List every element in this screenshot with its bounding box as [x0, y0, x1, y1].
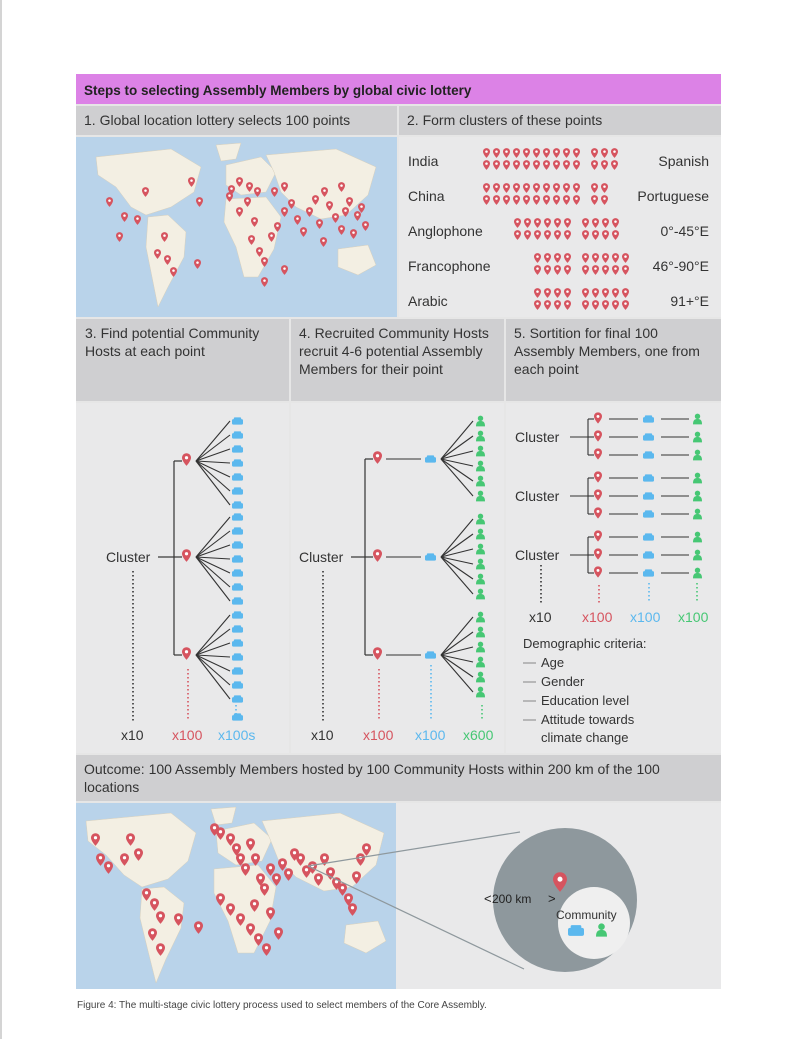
map-point-pin [320, 237, 327, 247]
cluster-row [399, 250, 721, 280]
cluster-pin [493, 195, 500, 205]
cluster-pin [553, 183, 560, 193]
assembly-member-icon [476, 461, 485, 472]
cluster-pin [602, 300, 609, 310]
cluster-row [399, 215, 721, 245]
world-map-svg [76, 137, 397, 317]
step4-diagram [291, 403, 504, 753]
cluster-pin [564, 265, 571, 275]
world-map-points [76, 137, 397, 317]
cluster-pin [503, 183, 510, 193]
community-host-icon [232, 527, 243, 534]
map-point-pin [134, 215, 141, 225]
criteria-item: Age [541, 655, 565, 670]
cluster-pin [582, 265, 589, 275]
cluster-pin [602, 265, 609, 275]
cluster-pins [483, 183, 633, 209]
community-host-icon [643, 551, 654, 558]
cluster-pin [543, 160, 550, 170]
cluster-pin [612, 218, 619, 228]
cluster-pin [503, 148, 510, 158]
community-host-icon [425, 553, 436, 560]
cluster-pin [544, 265, 551, 275]
cluster-pin [612, 265, 619, 275]
cluster-pin [611, 160, 618, 170]
step5-count-points: x100 [582, 609, 613, 625]
assembly-member-icon [476, 612, 485, 623]
map-point-pin [338, 225, 345, 235]
map-point-pin [354, 211, 361, 221]
map-point-pin [316, 219, 323, 229]
page-edge [0, 0, 2, 1039]
step4-header: 4. Recruited Community Hosts recruit 4-6 potential Assembly Members for their point [291, 319, 504, 401]
cluster-pin [591, 160, 598, 170]
assembly-member-icon [476, 642, 485, 653]
community-host-icon [232, 653, 243, 660]
cluster-pin [591, 183, 598, 193]
cluster-pin [544, 300, 551, 310]
step3-diagram [76, 403, 289, 753]
cluster-pin [564, 230, 571, 240]
step5-count-hosts: x100 [630, 609, 661, 625]
cluster-pin [611, 148, 618, 158]
step4-count-clusters: x10 [311, 727, 334, 743]
step4-count-points: x100 [363, 727, 394, 743]
cluster-pin [534, 300, 541, 310]
step5-cluster-label: Cluster [515, 547, 560, 563]
map-point-pin [196, 197, 203, 207]
cluster-pin [582, 288, 589, 298]
community-host-icon [643, 510, 654, 517]
point-pin [373, 647, 382, 660]
cluster-pin [554, 288, 561, 298]
assembly-member-icon [693, 450, 702, 461]
cluster-pin [564, 218, 571, 228]
map-point-pin [350, 229, 357, 239]
map-point-pin [254, 187, 261, 197]
cluster-name: Anglophone [408, 223, 483, 239]
radius-label: 200 km [492, 892, 532, 906]
cluster-pin [601, 195, 608, 205]
map-point-pin [261, 277, 268, 287]
cluster-pin [592, 265, 599, 275]
assembly-member-icon [476, 446, 485, 457]
cluster-pin [601, 160, 608, 170]
map-point-pin [271, 187, 278, 197]
assembly-member-icon [693, 568, 702, 579]
cluster-pin [553, 148, 560, 158]
map-point-pin [281, 265, 288, 275]
cluster-pin [601, 183, 608, 193]
cluster-pin [483, 195, 490, 205]
cluster-pin [513, 195, 520, 205]
cluster-pin [534, 218, 541, 228]
community-host-icon [643, 415, 654, 422]
cluster-pin [563, 183, 570, 193]
zoom-connectors [76, 803, 721, 989]
community-host-icon [643, 569, 654, 576]
cluster-pins [483, 148, 633, 174]
assembly-member-icon [693, 473, 702, 484]
cluster-pin [602, 218, 609, 228]
step3-count-hosts: x100s [218, 727, 256, 743]
point-pin [182, 549, 191, 562]
cluster-pin [524, 218, 531, 228]
point-pin [594, 471, 602, 482]
cluster-pin [563, 195, 570, 205]
cluster-pin [543, 148, 550, 158]
figure-title: Steps to selecting Assembly Members by global civic lottery [76, 74, 721, 104]
assembly-member-icon [476, 529, 485, 540]
map-point-pin [306, 207, 313, 217]
community-host-icon [232, 459, 243, 466]
map-point-pin [294, 215, 301, 225]
criteria-item: climate change [541, 730, 629, 745]
assembly-member-icon [693, 509, 702, 520]
map-point-pin [358, 203, 365, 213]
cluster-name: China [408, 188, 445, 204]
map-point-pin [121, 212, 128, 222]
cluster-pin [543, 183, 550, 193]
cluster-region: 0°-45°E [660, 223, 709, 239]
community-host-icon [232, 713, 243, 720]
community-host-icon [232, 473, 243, 480]
point-pin [373, 549, 382, 562]
cluster-pin [493, 160, 500, 170]
cluster-pin [544, 253, 551, 263]
point-pin [594, 507, 602, 518]
community-host-icon [232, 681, 243, 688]
step4-count-members: x600 [463, 727, 494, 743]
cluster-pin [513, 160, 520, 170]
cluster-pin [533, 160, 540, 170]
assembly-member-icon [476, 491, 485, 502]
community-host-icon [232, 487, 243, 494]
cluster-pin [573, 183, 580, 193]
community-host-icon [232, 513, 243, 520]
assembly-member-icon [693, 432, 702, 443]
assembly-member-icon [476, 672, 485, 683]
community-host-icon [232, 695, 243, 702]
cluster-pin [544, 230, 551, 240]
cluster-row [399, 180, 721, 210]
step3-cluster-label: Cluster [106, 549, 151, 565]
step4-count-hosts: x100 [415, 727, 446, 743]
step5-cluster-label: Cluster [515, 429, 560, 445]
cluster-region: Spanish [658, 153, 709, 169]
point-pin [594, 412, 602, 423]
step3-header: 3. Find potential Community Hosts at each point [76, 319, 289, 401]
cluster-pin [591, 195, 598, 205]
cluster-pin [612, 253, 619, 263]
point-pin [594, 566, 602, 577]
community-host-icon [643, 533, 654, 540]
cluster-pin [523, 183, 530, 193]
step1-header: 1. Global location lottery selects 100 points [76, 106, 397, 135]
map-point-pin [332, 213, 339, 223]
step4-svg [291, 403, 504, 753]
assembly-member-icon [476, 589, 485, 600]
cluster-pin [592, 230, 599, 240]
criteria-item: Education level [541, 693, 630, 708]
figure [76, 74, 721, 989]
assembly-member-icon [693, 532, 702, 543]
cluster-pin [564, 253, 571, 263]
cluster-pin [582, 230, 589, 240]
community-host-icon [232, 501, 243, 508]
cluster-pin [483, 148, 490, 158]
map-point-pin [194, 259, 201, 269]
community-host-icon [232, 431, 243, 438]
assembly-member-icon [476, 416, 485, 427]
step2-cluster-panel [399, 137, 721, 317]
cluster-pin [591, 148, 598, 158]
cluster-pin [602, 288, 609, 298]
map-point-pin [288, 199, 295, 209]
figure-caption: Figure 4: The multi-stage civic lottery process used to select members of the Core Assembly. [77, 1000, 487, 1011]
point-pin [182, 647, 191, 660]
cluster-pin [564, 300, 571, 310]
assembly-member-icon [476, 559, 485, 570]
cluster-pin [553, 160, 560, 170]
point-pin [594, 448, 602, 459]
cluster-pin [622, 265, 629, 275]
cluster-pin [573, 148, 580, 158]
community-host-icon [232, 625, 243, 632]
community-host-icon [232, 445, 243, 452]
criteria-title: Demographic criteria: [523, 636, 647, 651]
cluster-pin [483, 160, 490, 170]
cluster-pin [573, 160, 580, 170]
criteria-item: Gender [541, 674, 585, 689]
cluster-pin [602, 253, 609, 263]
cluster-pin [622, 288, 629, 298]
svg-text:<: < [484, 891, 492, 906]
cluster-pin [573, 195, 580, 205]
community-host-icon [643, 492, 654, 499]
step3-count-clusters: x10 [121, 727, 144, 743]
step5-header: 5. Sortition for final 100 Assembly Members, one from each point [506, 319, 721, 401]
cluster-pin [534, 288, 541, 298]
step5-count-members: x100 [678, 609, 709, 625]
step3-svg [76, 403, 289, 753]
cluster-pin [592, 288, 599, 298]
outcome-header: Outcome: 100 Assembly Members hosted by 100 Community Hosts within 200 km of the 100 locations [76, 755, 721, 801]
cluster-pin [534, 265, 541, 275]
cluster-name: Arabic [408, 293, 448, 309]
cluster-pin [601, 148, 608, 158]
cluster-pin [554, 300, 561, 310]
cluster-pin [493, 148, 500, 158]
cluster-pin [533, 148, 540, 158]
community-host-icon [643, 451, 654, 458]
cluster-pin [592, 218, 599, 228]
cluster-pin [563, 148, 570, 158]
cluster-name: Francophone [408, 258, 491, 274]
cluster-pin [592, 300, 599, 310]
community-host-icon [232, 667, 243, 674]
cluster-pin [523, 195, 530, 205]
assembly-member-icon [476, 431, 485, 442]
point-pin [373, 451, 382, 464]
assembly-member-icon [476, 687, 485, 698]
cluster-pin [554, 218, 561, 228]
community-host-icon [232, 639, 243, 646]
cluster-pin [493, 183, 500, 193]
community-host-icon [232, 555, 243, 562]
step5-svg [506, 403, 721, 753]
community-host-icon [232, 583, 243, 590]
step5-count-clusters: x10 [529, 609, 552, 625]
point-pin [594, 548, 602, 559]
cluster-pin [534, 230, 541, 240]
cluster-pin [554, 230, 561, 240]
cluster-pin [582, 300, 589, 310]
community-label: Community [556, 908, 617, 922]
cluster-pin [612, 230, 619, 240]
cluster-pin [592, 253, 599, 263]
map-point-pin [362, 221, 369, 231]
cluster-pin [563, 160, 570, 170]
point-pin [594, 530, 602, 541]
cluster-pin [564, 288, 571, 298]
cluster-row [399, 145, 721, 175]
cluster-pin [582, 253, 589, 263]
assembly-member-icon [476, 627, 485, 638]
cluster-pin [503, 160, 510, 170]
cluster-pin [554, 265, 561, 275]
community-host-icon [232, 611, 243, 618]
cluster-region: 46°-90°E [652, 258, 709, 274]
cluster-pin [534, 253, 541, 263]
cluster-pin [544, 218, 551, 228]
step5-diagram [506, 403, 721, 753]
assembly-member-icon [476, 476, 485, 487]
assembly-member-icon [693, 414, 702, 425]
assembly-member-icon [476, 514, 485, 525]
cluster-pin [553, 195, 560, 205]
cluster-pin [602, 230, 609, 240]
assembly-member-icon [476, 657, 485, 668]
svg-text:>: > [548, 891, 556, 906]
point-pin [594, 430, 602, 441]
community-host-icon [643, 474, 654, 481]
assembly-member-icon [476, 574, 485, 585]
cluster-pin [622, 253, 629, 263]
map-point-pin [300, 227, 307, 237]
cluster-pin [533, 195, 540, 205]
cluster-region: Portuguese [637, 188, 709, 204]
cluster-row [399, 285, 721, 315]
map-point-pin [281, 207, 288, 217]
step2-header: 2. Form clusters of these points [399, 106, 721, 135]
community-host-icon [425, 651, 436, 658]
cluster-pin [483, 183, 490, 193]
assembly-member-icon [476, 544, 485, 555]
cluster-pin [554, 253, 561, 263]
cluster-pin [582, 218, 589, 228]
assembly-member-icon [693, 550, 702, 561]
cluster-pin [543, 195, 550, 205]
community-host-icon [232, 541, 243, 548]
cluster-pin [533, 183, 540, 193]
cluster-pin [513, 148, 520, 158]
community-host-icon [232, 597, 243, 604]
step3-count-points: x100 [172, 727, 203, 743]
point-pin [182, 453, 191, 466]
cluster-pin [503, 195, 510, 205]
cluster-pin [612, 288, 619, 298]
cluster-pin [612, 300, 619, 310]
cluster-pin [523, 160, 530, 170]
cluster-pin [622, 300, 629, 310]
map-point-pin [106, 197, 113, 207]
point-pin [594, 489, 602, 500]
cluster-pin [523, 148, 530, 158]
cluster-pin [514, 230, 521, 240]
assembly-member-icon [693, 491, 702, 502]
cluster-pin [524, 230, 531, 240]
map-point-pin [116, 232, 123, 242]
cluster-pin [544, 288, 551, 298]
community-host-icon [232, 569, 243, 576]
criteria-item: Attitude towards [541, 712, 635, 727]
community-host-icon [643, 433, 654, 440]
cluster-pins [514, 218, 664, 244]
cluster-region: 91+°E [670, 293, 709, 309]
cluster-pin [513, 183, 520, 193]
community-host-icon [232, 417, 243, 424]
cluster-pin [514, 218, 521, 228]
community-host-icon [425, 455, 436, 462]
step4-cluster-label: Cluster [299, 549, 344, 565]
cluster-name: India [408, 153, 439, 169]
cluster-pins [534, 288, 684, 314]
step5-cluster-label: Cluster [515, 488, 560, 504]
